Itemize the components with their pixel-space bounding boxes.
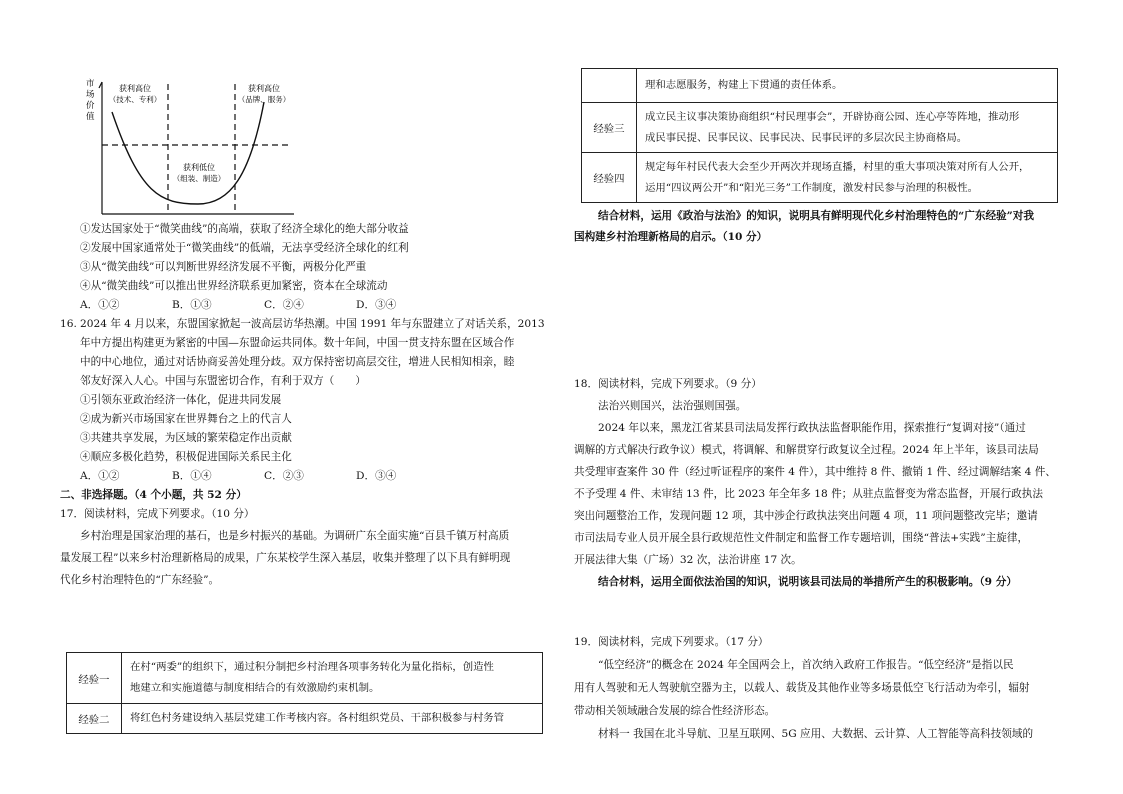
- experience-line: 理和志愿服务，构建上下贯通的责任体系。: [645, 79, 843, 91]
- y-axis-label-char-4: 值: [86, 112, 95, 122]
- experience-line: 运用“四议两公开”和“阳光三务”工作制度，激发村民参与治理的积极性。: [645, 181, 978, 194]
- middle-region-label: 获利低位: [183, 163, 215, 172]
- experience-key: [582, 69, 637, 103]
- q16-stem-line-3: 中的中心地位，通过对话协商妥善处理分歧。双方保持密切高层交往，增进人民相知相亲，睦: [80, 356, 515, 368]
- table-row: [67, 704, 543, 734]
- q16-option-3: ③共建共享发展，为区域的繁荣稳定作出贡献: [80, 432, 292, 444]
- experience-key: 经验四: [582, 153, 637, 203]
- y-axis-label-char-3: 价: [86, 101, 95, 111]
- table-row: [582, 153, 1058, 203]
- middle-region-sub: （组装、制造）: [172, 174, 226, 183]
- section2-title: 二、非选择题。（4 个小题，共 52 分）: [60, 489, 247, 501]
- q17-task-line-1: 结合材料，运用《政治与法治》的知识，说明具有鲜明现代化乡村治理特色的“广东经验”对我: [598, 210, 1034, 222]
- q18-motto: 法治兴则国兴，法治强则国强。: [598, 400, 747, 412]
- q16-stem-line-4: 邻友好深入人心。中国与东盟密切合作，有利于双方（ ）: [80, 375, 367, 387]
- q16-stem-line-2: 年中方提出构建更为紧密的中国—东盟命运共同体。数十年间，中国一贯支持东盟在区域合作: [80, 337, 515, 349]
- q19-body-line-1: “低空经济”的概念在 2024 年全国两会上，首次纳入政府工作报告。“低空经济”是指以民: [598, 659, 1014, 671]
- q18-header: 18．阅读材料，完成下列要求。（9 分）: [574, 378, 762, 390]
- q17-task-line-2: 国构建乡村治理新格局的启示。（10 分）: [574, 231, 768, 243]
- q15-option-2: ②发展中国家通常处于“微笑曲线”的低端，无法享受经济全球化的红利: [80, 242, 409, 254]
- experience-value: [637, 153, 1058, 203]
- experience-key: 经验一: [67, 653, 122, 704]
- q15-choice-d: D．③④: [356, 299, 397, 311]
- q17-intro-line-2: 量发展工程”以来乡村治理新格局的成果，广东某校学生深入基层，收集并整理了以下具有鲜明现: [60, 552, 511, 564]
- q19-body-line-2: 用有人驾驶和无人驾驶航空器为主，以载人、载货及其他作业等多场景低空飞行活动为牵引，辐射: [574, 682, 1030, 694]
- q18-body-line-4: 不予受理 4 件、未审结 13 件，比 2023 年全年多 18 件；从驻点监督变为常态监督，开展行政执法: [574, 488, 1043, 500]
- q18-body-line-2: 调解的方式解决行政争议）模式，将调解、和解贯穿行政复议全过程。2024 年上半年，该县司法局: [574, 444, 1039, 456]
- q15-option-1: ①发达国家处于“微笑曲线”的高端，获取了经济全球化的绝大部分收益: [80, 223, 409, 235]
- q18-body-line-1: 2024 年以来，黑龙江省某县司法局发挥行政执法监督职能作用，探索推行“复调对接”（通过: [598, 422, 1026, 434]
- experience-line: 成民事民提、民事民议、民事民决、民事民评的多层次民主协商格局。: [645, 131, 968, 144]
- q16-choice-d: D．③④: [356, 470, 397, 482]
- table-row: [582, 69, 1058, 103]
- experience-line: 在村“两委”的组织下，通过积分制把乡村治理各项事务转化为量化指标，创造性: [130, 661, 494, 673]
- q16-option-2: ②成为新兴市场国家在世界舞台之上的代言人: [80, 413, 292, 425]
- q18-task: 结合材料，运用全面依法治国的知识，说明该县司法局的举措所产生的积极影响。（9 分）: [598, 576, 1017, 588]
- q18-body-line-7: 开展法律大集（广场）32 次，法治讲座 17 次。: [574, 554, 802, 566]
- smile-curve-chart: [80, 76, 300, 220]
- q15-option-3: ③从“微笑曲线”可以判断世界经济发展不平衡，两极分化严重: [80, 261, 367, 273]
- experience-value: [122, 653, 543, 704]
- q18-body-line-6: 市司法局专业人员开展全县行政规范性文件制定和监督工作专题培训，围绕“普法+实践”主旋律，: [574, 532, 1029, 544]
- experience-line: 地建立和实施道德与制度相结合的有效激励约束机制。: [130, 682, 380, 694]
- q18-body-line-3: 共受理审查案件 30 件（经过听证程序的案件 4 件），其中维持 8 件、撤销 1 件、经过调解结案 4 件、: [574, 466, 1056, 478]
- experience-key: 经验三: [582, 103, 637, 153]
- right-region-sub: （品牌、服务）: [237, 95, 291, 104]
- q16-option-1: ①引领东亚政治经济一体化，促进共同发展: [80, 394, 282, 406]
- experience-key: 经验二: [67, 704, 122, 734]
- y-axis-label-char-1: 市: [86, 79, 95, 89]
- q15-choice-a: A．①②: [80, 299, 120, 311]
- experience-value: [122, 704, 543, 734]
- q17-intro-line-1: 乡村治理是国家治理的基石，也是乡村振兴的基础。为调研广东全面实施“百县千镇万村高质: [80, 530, 510, 542]
- experience-line: 规定每年村民代表大会至少开两次并现场直播，村里的重大事项决策对所有人公开，: [645, 160, 1030, 173]
- experience-line: 成立民主议事决策协商组织“村民理事会”，开辟协商公园、连心亭等阵地，推动形: [645, 110, 1020, 123]
- right-region-label: 获利高位: [248, 84, 280, 93]
- table-row: [67, 653, 543, 704]
- q17-experience-table-right: [581, 68, 1058, 203]
- experience-value: [637, 103, 1058, 153]
- q15-choice-c: C．②④: [264, 299, 304, 311]
- q16-choice-b: B．①④: [172, 470, 212, 482]
- q19-body-line-3: 带动相关领域融合发展的综合性经济形态。: [574, 705, 776, 717]
- q19-header: 19．阅读材料，完成下列要求。（17 分）: [574, 636, 769, 648]
- q17-header: 17．阅读材料，完成下列要求。（10 分）: [60, 508, 255, 520]
- table-row: [582, 103, 1058, 153]
- q17-experience-table-left: [66, 652, 543, 734]
- y-axis-label-char-2: 场: [86, 90, 95, 100]
- smile-curve: [112, 102, 264, 204]
- q17-intro-line-3: 代化乡村治理特色的“广东经验”。: [60, 574, 220, 586]
- q15-choice-b: B．①③: [172, 299, 212, 311]
- left-region-sub: （技术、专利）: [108, 95, 162, 104]
- q16-number: 16.: [60, 318, 77, 330]
- q16-choice-a: A．①②: [80, 470, 120, 482]
- q16-option-4: ④顺应多极化趋势，积极促进国际关系民主化: [80, 451, 292, 463]
- left-region-label: 获利高位: [119, 84, 151, 93]
- q18-body-line-5: 突出问题整治工作，发现问题 12 项，其中涉企行政执法突出问题 4 项，11 项问题整改完毕；邀请: [574, 510, 1038, 522]
- q19-body-line-4: 材料一 我国在北斗导航、卫星互联网、5G 应用、大数据、云计算、人工智能等高科技领域的: [598, 728, 1034, 740]
- q16-stem-line-1: 2024 年 4 月以来，东盟国家掀起一波高层访华热潮。中国 1991 年与东盟建立了对话关系，2013: [80, 318, 545, 330]
- experience-line: 将红色村务建设纳入基层党建工作考核内容。各村组织党员、干部积极参与村务管: [130, 712, 505, 724]
- experience-value: [637, 69, 1058, 103]
- q15-option-4: ④从“微笑曲线”可以推出世界经济联系更加紧密，资本在全球流动: [80, 280, 388, 292]
- q16-choice-c: C．②③: [264, 470, 304, 482]
